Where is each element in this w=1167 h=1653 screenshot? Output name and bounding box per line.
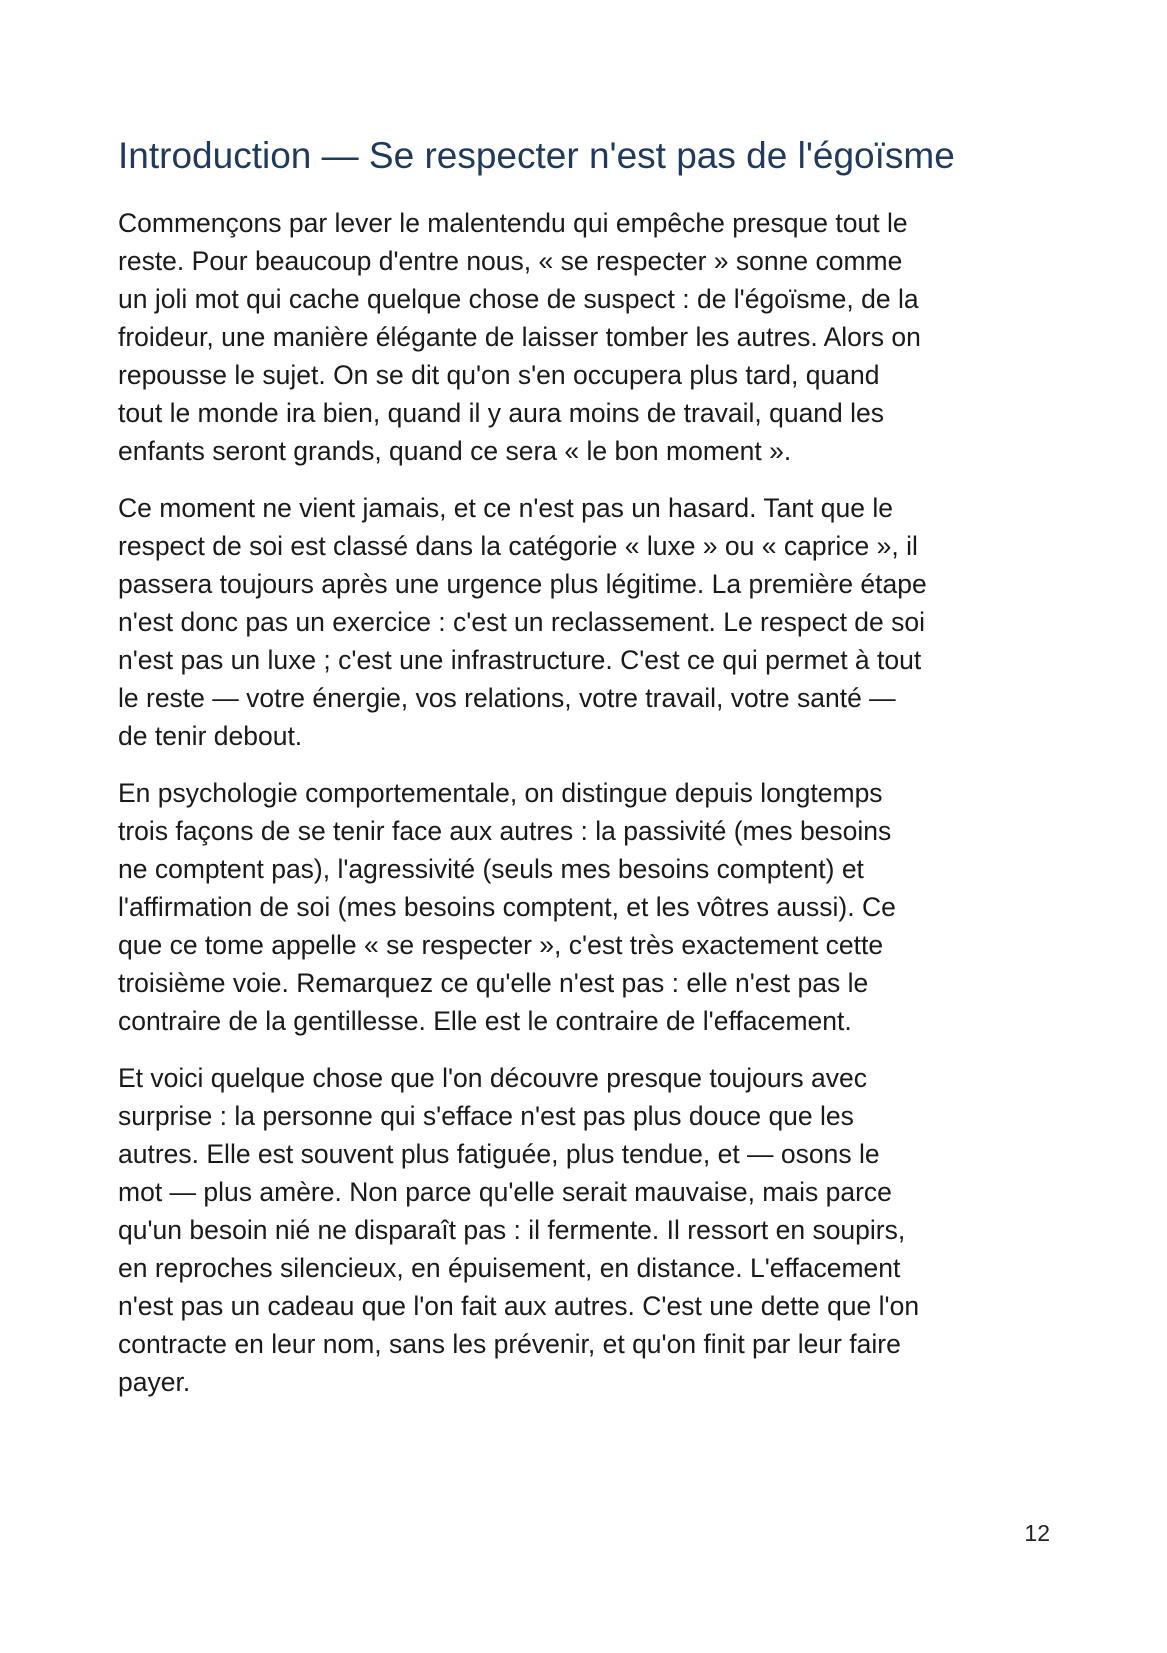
text-line: contracte en leur nom, sans les prévenir, et qu'on finit par leur faire [118,1329,901,1359]
text-line: troisième voie. Remarquez ce qu'elle n'est pas : elle n'est pas le [118,968,869,998]
text-line: le reste — votre énergie, vos relations, votre travail, votre santé — [118,683,896,713]
text-line: trois façons de se tenir face aux autres : la passivité (mes besoins [118,816,892,846]
text-line: enfants seront grands, quand ce sera « le bon moment ». [118,436,792,466]
text-line: de tenir debout. [118,721,303,751]
text-line: En psychologie comportementale, on distingue depuis longtemps [118,778,883,808]
text-line: n'est pas un cadeau que l'on fait aux autres. C'est une dette que l'on [118,1291,920,1321]
text-line: l'affirmation de soi (mes besoins comptent, et les vôtres aussi). Ce [118,892,896,922]
text-line: froideur, une manière élégante de laisser tomber les autres. Alors on [118,322,921,352]
text-line: n'est donc pas un exercice : c'est un reclassement. Le respect de soi [118,607,926,637]
text-line: payer. [118,1367,191,1397]
text-line: repousse le sujet. On se dit qu'on s'en occupera plus tard, quand [118,360,880,390]
text-line: Ce moment ne vient jamais, et ce n'est pas un hasard. Tant que le [118,493,893,523]
text-line: tout le monde ira bien, quand il y aura moins de travail, quand les [118,398,885,428]
text-line: qu'un besoin nié ne disparaît pas : il fermente. Il ressort en soupirs, [118,1215,906,1245]
text-line: passera toujours après une urgence plus légitime. La première étape [118,569,927,599]
text-line: mot — plus amère. Non parce qu'elle serait mauvaise, mais parce [118,1177,892,1207]
text-line: Et voici quelque chose que l'on découvre presque toujours avec [118,1063,868,1093]
text-line: un joli mot qui cache quelque chose de suspect : de l'égoïsme, de la [118,284,919,314]
text-line: n'est pas un luxe ; c'est une infrastructure. C'est ce qui permet à tout [118,645,922,675]
text-line: Commençons par lever le malentendu qui empêche presque tout le [118,208,908,238]
body-text [118,204,1058,1420]
paragraph [118,1059,1058,1401]
text-line: en reproches silencieux, en épuisement, en distance. L'effacement [118,1253,901,1283]
text-line: que ce tome appelle « se respecter », c'est très exactement cette [118,930,884,960]
section-heading: Introduction — Se respecter n'est pas de l'égoïsme [118,135,955,176]
text-line: ne comptent pas), l'agressivité (seuls mes besoins comptent) et [118,854,864,884]
page-number: 12 [1024,1520,1050,1546]
paragraph [118,204,1058,470]
paragraph [118,774,1058,1040]
paragraph [118,489,1058,755]
text-line: surprise : la personne qui s'efface n'est pas plus douce que les [118,1101,854,1131]
text-line: autres. Elle est souvent plus fatiguée, plus tendue, et — osons le [118,1139,880,1169]
text-line: reste. Pour beaucoup d'entre nous, « se respecter » sonne comme [118,246,903,276]
text-line: respect de soi est classé dans la catégorie « luxe » ou « caprice », il [118,531,918,561]
text-line: contraire de la gentillesse. Elle est le contraire de l'effacement. [118,1006,852,1036]
